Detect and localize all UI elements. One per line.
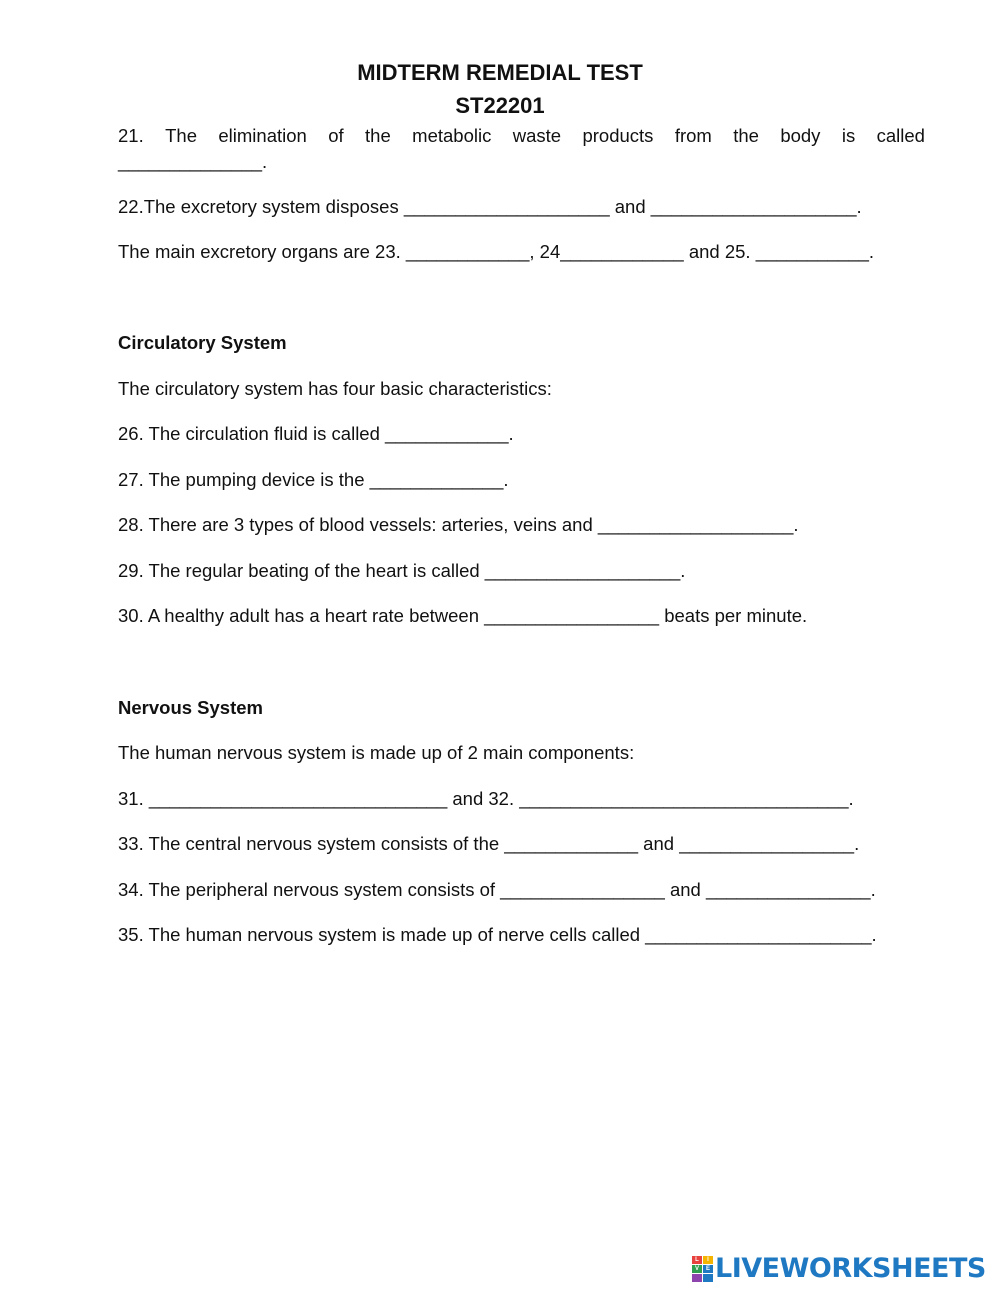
question-26[interactable]: 26. The circulation fluid is called ____________. [118,423,514,444]
logo-square: E [703,1265,713,1273]
circulatory-intro: The circulatory system has four basic characteristics: [118,378,552,399]
nervous-intro: The human nervous system is made up of 2 main components: [118,742,635,763]
question-21-word: body [780,125,821,146]
question-21-word: called [876,125,925,146]
liveworksheets-logo [692,1254,986,1284]
question-21-word: from [674,125,712,146]
question-23-25[interactable]: The main excretory organs are 23. ____________, 24____________ and 25. ___________. [118,241,875,262]
question-21-word: of [328,125,344,146]
question-31-32[interactable]: 31. _____________________________ and 32. ________________________________. [118,788,854,809]
question-21-blank[interactable]: ______________. [118,151,268,172]
logo-square: I [703,1256,713,1264]
logo-square: V [692,1265,702,1273]
question-21-word: elimination [218,125,307,146]
nervous-heading: Nervous System [118,697,263,718]
question-29[interactable]: 29. The regular beating of the heart is called ___________________. [118,560,686,581]
logo-square: L [692,1256,702,1264]
question-21 [118,125,925,147]
question-21-word: waste [512,125,562,146]
test-code: ST22201 [455,93,545,118]
question-22[interactable]: 22.The excretory system disposes ____________________ and ____________________. [118,196,862,217]
question-35[interactable]: 35. The human nervous system is made up of nerve cells called ______________________. [118,924,877,945]
question-21-word: products [582,125,654,146]
logo-square [703,1274,713,1282]
question-33[interactable]: 33. The central nervous system consists of the _____________ and _________________. [118,833,860,854]
circulatory-heading: Circulatory System [118,332,287,353]
question-28[interactable]: 28. There are 3 types of blood vessels: arteries, veins and ___________________. [118,514,799,535]
question-21-word: metabolic [412,125,492,146]
question-30[interactable]: 30. A healthy adult has a heart rate between _________________ beats per minute. [118,605,808,626]
question-34[interactable]: 34. The peripheral nervous system consists of ________________ and ________________. [118,879,876,900]
question-21-word: The [165,125,197,146]
question-21-word: is [841,125,856,146]
logo-square [692,1274,702,1282]
question-21-word: 21. [118,125,144,146]
test-title: MIDTERM REMEDIAL TEST [357,60,643,85]
logo-squares-icon [692,1256,713,1282]
question-21-word: the [365,125,391,146]
logo-text: LIVEWORKSHEETS [715,1253,986,1284]
question-21-word: the [733,125,759,146]
question-27[interactable]: 27. The pumping device is the _____________. [118,469,509,490]
